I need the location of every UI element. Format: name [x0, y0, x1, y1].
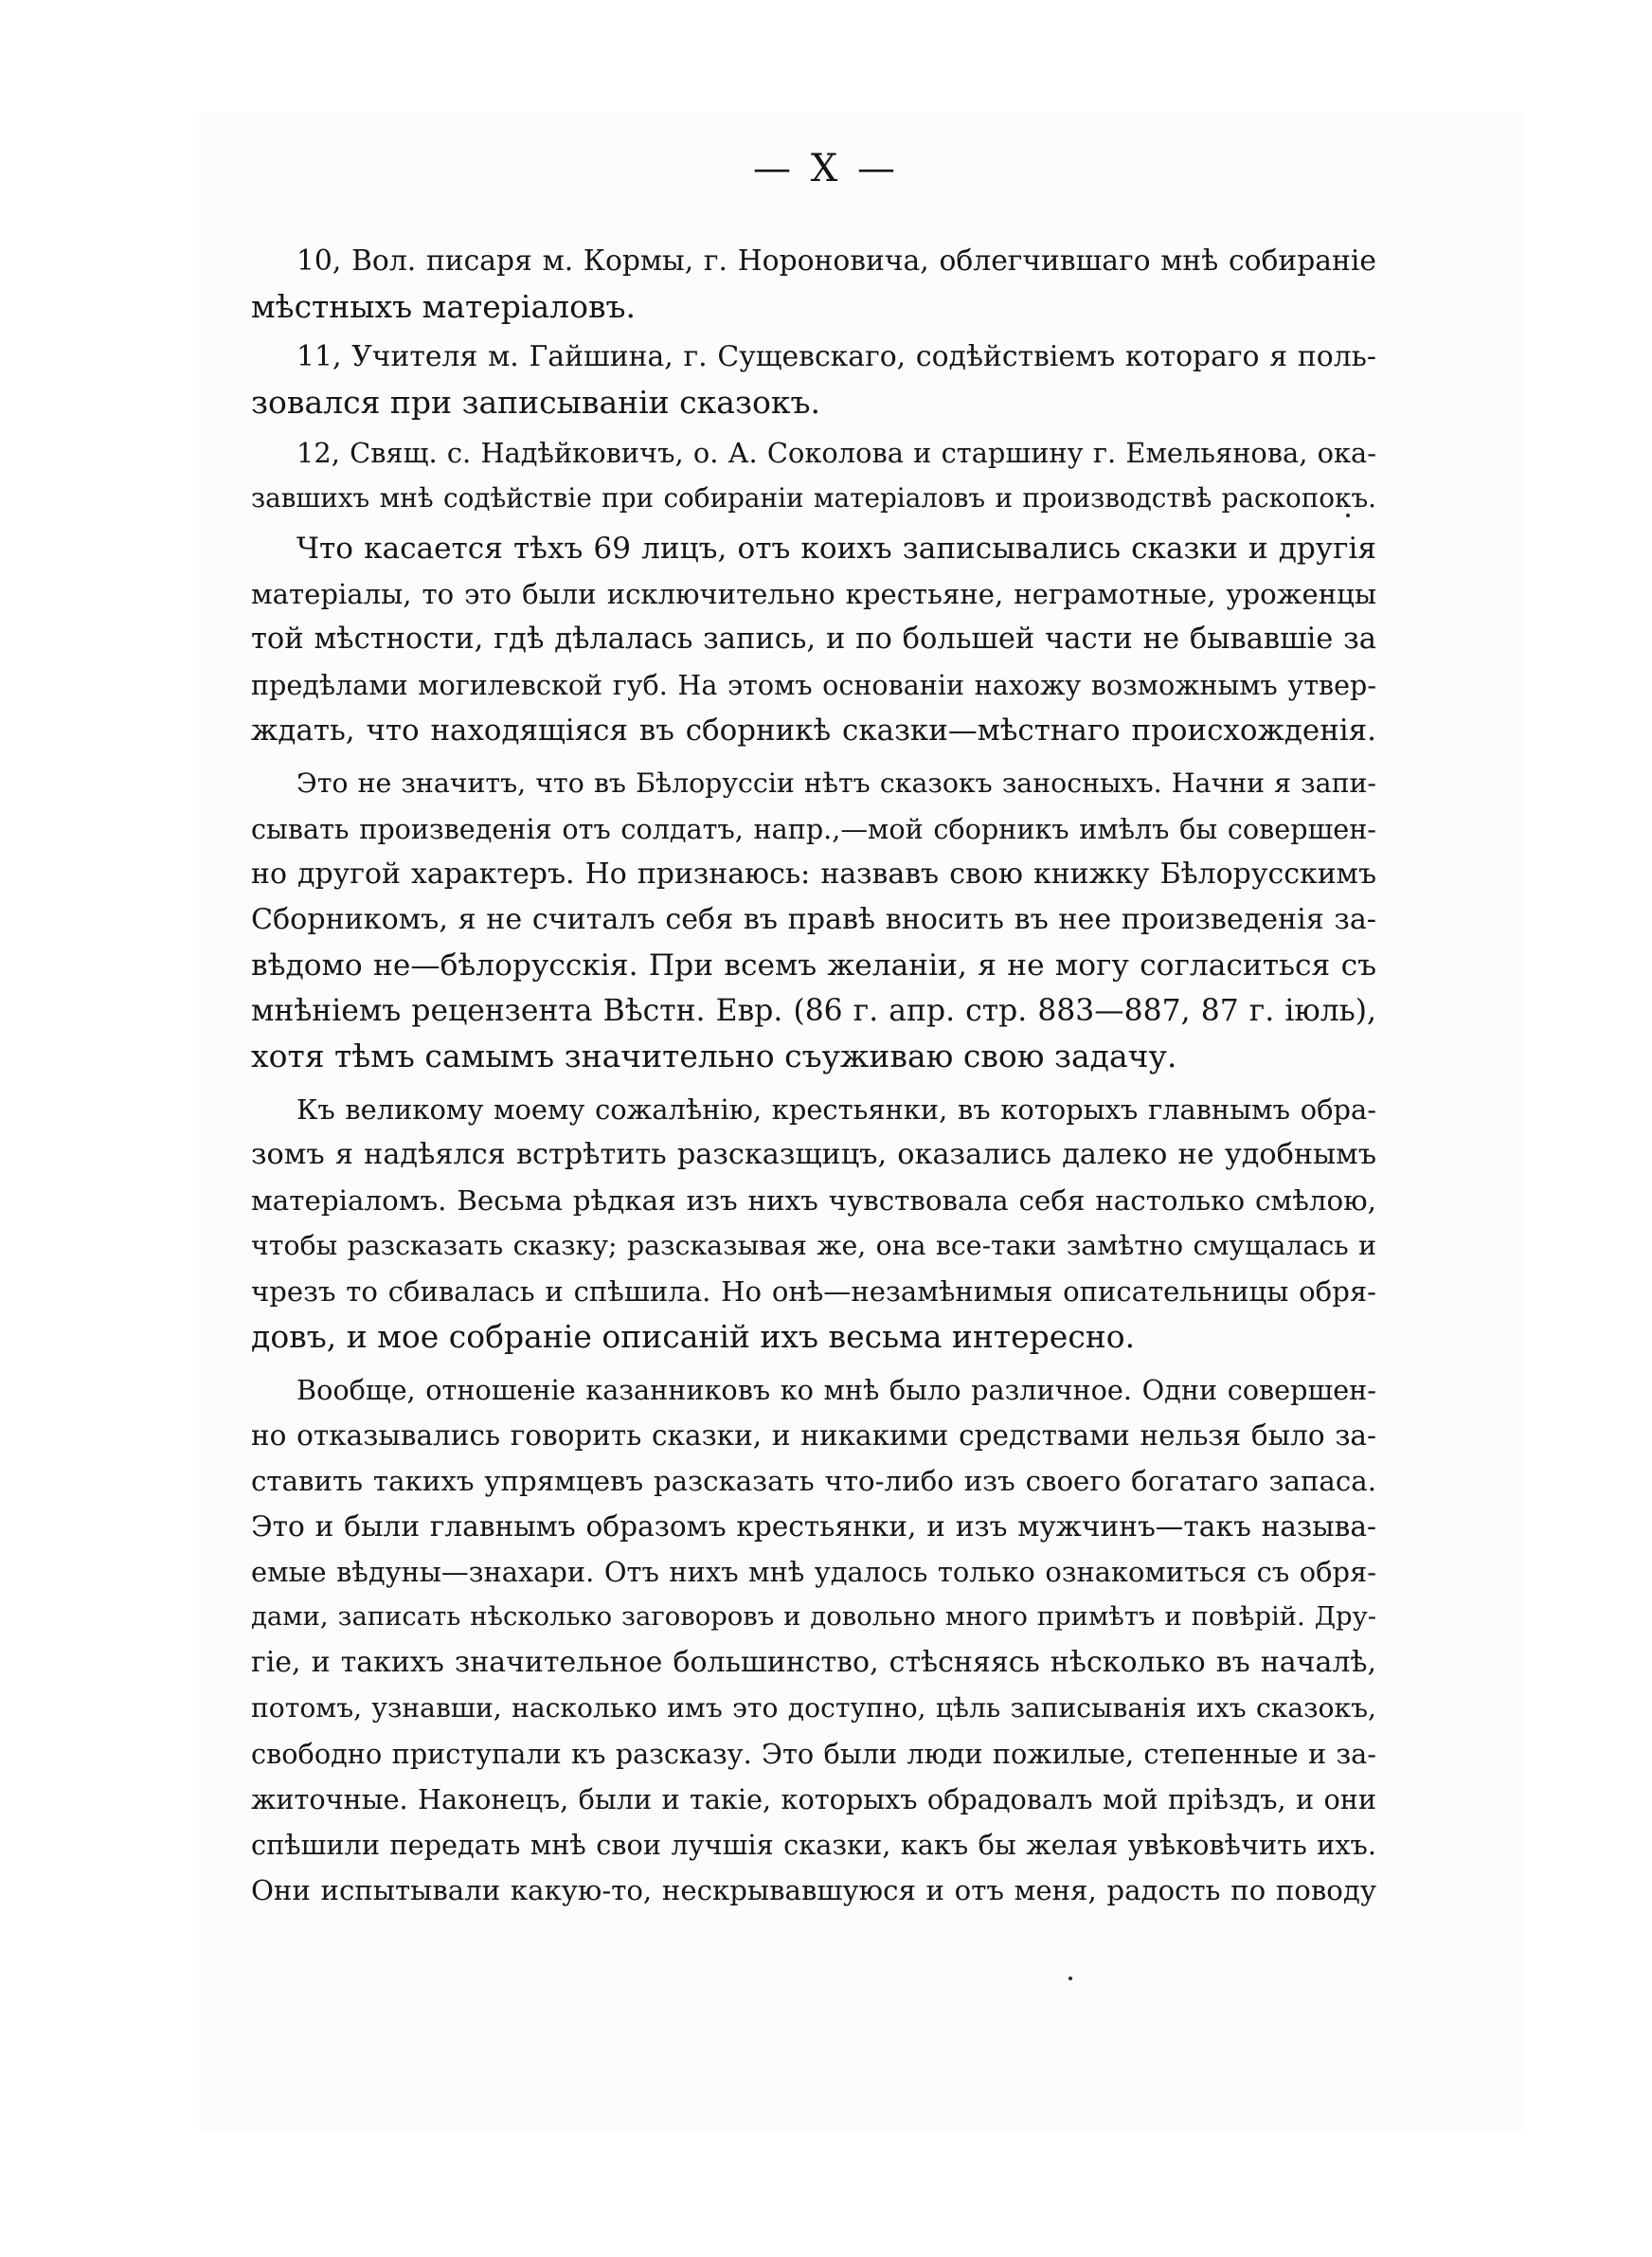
text-line: свободно приступали къ разсказу. Это были люди пожилые, степенные и за- [251, 1738, 1376, 1770]
text-line: ждать, что находящіяся въ сборникѣ сказки—мѣстнаго происхожденія. [251, 713, 1376, 748]
scan-speck [1068, 1977, 1072, 1980]
text-line: мнѣніемъ рецензента Вѣстн. Евр. (86 г. апр. стр. 883—887, 87 г. іюль), [251, 994, 1376, 1028]
text-line: мѣстныхъ матеріаловъ. [251, 288, 637, 325]
text-line: гіе, и такихъ значительное большинство, стѣсняясь нѣсколько въ началѣ, [251, 1646, 1376, 1679]
text-line: житочные. Наконецъ, были и такіе, которыхъ обрадовалъ мой пріѣздъ, и они [251, 1783, 1376, 1815]
text-line: довъ, и мое собраніе описаній ихъ весьма интересно. [251, 1318, 1136, 1355]
text-line: потомъ, узнавши, насколько имъ это доступно, цѣль записыванія ихъ сказокъ, [251, 1692, 1376, 1724]
text-line: но отказывались говорить сказки, и никакими средствами нельзя было за- [251, 1419, 1376, 1452]
body-text [251, 239, 1376, 1913]
text-line: спѣшили передать мнѣ свои лучшія сказки, какъ бы желая увѣковѣчить ихъ. [251, 1829, 1376, 1861]
paragraph [251, 430, 1376, 521]
text-line: зовался при записываніи сказокъ. [251, 384, 820, 421]
text-line: емые вѣдуны—знахари. Отъ нихъ мнѣ удалось только ознакомиться съ обря- [251, 1556, 1376, 1588]
text-line: Къ великому моему сожалѣнію, крестьянки, въ которыхъ главнымъ обра- [296, 1093, 1376, 1126]
text-line: чрезъ то сбивалась и спѣшила. Но онѣ—незамѣнимыя описательницы обря- [251, 1275, 1376, 1308]
text-line: хотя тѣмъ самымъ значительно съуживаю свою задачу. [251, 1038, 1177, 1074]
text-line: 10, Вол. писаря м. Кормы, г. Нороновича, облегчившаго мнѣ собираніе [296, 244, 1376, 278]
paragraph [251, 526, 1376, 753]
text-line: 11, Учителя м. Гайшина, г. Сущевскаго, содѣйствіемъ котораго я поль- [296, 340, 1376, 373]
text-line: Они испытывали какую-то, нескрывавшуюся и отъ меня, радость по поводу [251, 1874, 1376, 1906]
page-number: — X — [753, 147, 899, 190]
text-line: матеріалы, то это были исключительно крестьяне, неграмотные, уроженцы [251, 578, 1376, 610]
text-line: зомъ я надѣялся встрѣтить разсказщицъ, оказались далеко не удобнымъ [251, 1138, 1376, 1171]
text-line: Сборникомъ, я не считалъ себя въ правѣ вносить въ нее произведенія за- [251, 903, 1376, 936]
text-line: дами, записать нѣсколько заговоровъ и довольно много примѣтъ и повѣрій. Дру- [251, 1602, 1376, 1632]
text-line: сывать произведенія отъ солдатъ, напр.,—мой сборникъ имѣлъ бы совершен- [251, 813, 1376, 845]
paragraph [251, 761, 1376, 1079]
text-line: ставить такихъ упрямцевъ разсказать что-либо изъ своего богатаго запаса. [251, 1465, 1376, 1497]
paragraph [251, 1087, 1376, 1360]
paragraph [251, 1367, 1376, 1913]
paragraph [251, 239, 1376, 330]
text-line: Это не значитъ, что въ Бѣлоруссіи нѣтъ сказокъ заносныхъ. Начни я запи- [296, 767, 1376, 799]
scan-speck [1346, 514, 1350, 517]
text-line: 12, Свящ. с. Надѣйковичъ, о. А. Соколова и старшину г. Емельянова, ока- [296, 437, 1376, 469]
text-line: завшихъ мнѣ содѣйствіе при собираніи матеріаловъ и производствѣ раскопокъ. [251, 482, 1376, 514]
text-line: Что касается тѣхъ 69 лицъ, отъ коихъ записывались сказки и другія [296, 532, 1376, 566]
paragraph [251, 334, 1376, 425]
text-line: вѣдомо не—бѣлорусскія. При всемъ желаніи, я не могу согласиться съ [251, 948, 1376, 983]
text-line: предѣлами могилевской губ. На этомъ основаніи нахожу возможнымъ утвер- [251, 669, 1376, 701]
text-line: Вообще, отношеніе казанниковъ ко мнѣ было различное. Одни совершен- [296, 1374, 1376, 1406]
text-line: той мѣстности, гдѣ дѣлалась запись, и по большей части не бывавшіе за [251, 623, 1376, 656]
text-line: Это и были главнымъ образомъ крестьянки, и изъ мужчинъ—такъ называ- [251, 1510, 1376, 1543]
text-line: чтобы разсказать сказку; разсказывая же, она все-таки замѣтно смущалась и [251, 1230, 1376, 1261]
text-line: но другой характеръ. Но признаюсь: назвавъ свою книжку Бѣлорусскимъ [251, 858, 1376, 891]
text-line: матеріаломъ. Весьма рѣдкая изъ нихъ чувствовала себя настолько смѣлою, [251, 1184, 1376, 1217]
